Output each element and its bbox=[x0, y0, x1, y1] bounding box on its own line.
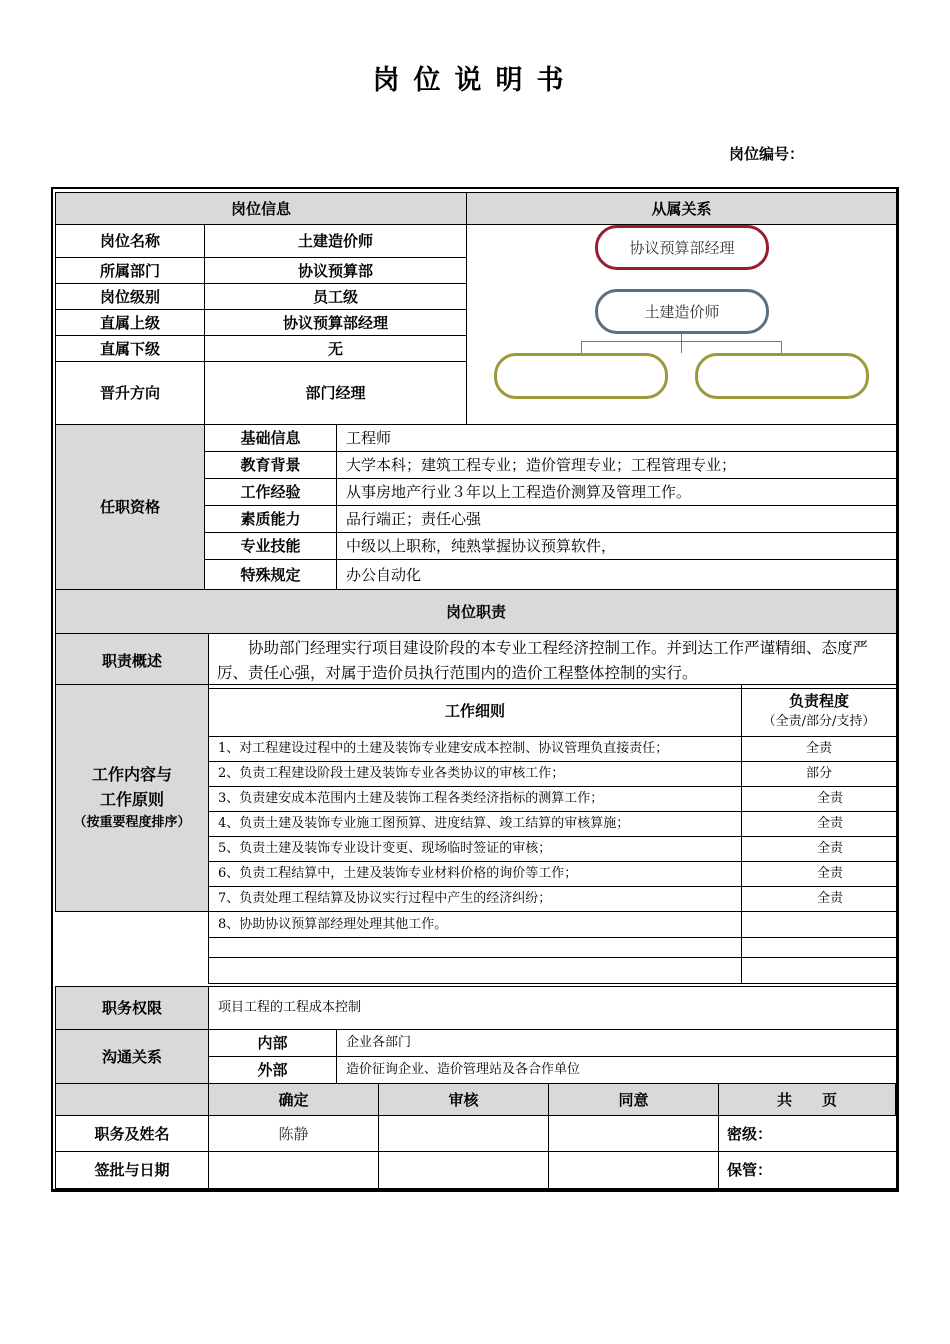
qualification-table bbox=[55, 424, 897, 590]
info-label-level: 岗位级别 bbox=[56, 284, 205, 310]
info-value-subordinate: 无 bbox=[205, 336, 467, 362]
work-degree-8 bbox=[742, 912, 897, 938]
org-chart-cell bbox=[467, 225, 897, 425]
org-node-subordinate-left bbox=[494, 353, 668, 399]
qual-value-experience: 从事房地产行业３年以上工程造价测算及管理工作。 bbox=[337, 479, 897, 506]
work-degree-7: 全责 bbox=[742, 887, 897, 912]
signoff-review-name bbox=[379, 1116, 549, 1152]
org-node-subordinate-right bbox=[695, 353, 869, 399]
duty-summary-label: 职责概述 bbox=[56, 634, 209, 689]
document-title: 岗位说明书 bbox=[372, 65, 578, 96]
work-degree-3: 全责 bbox=[742, 787, 897, 812]
signoff-confirm-header: 确定 bbox=[209, 1084, 379, 1116]
post-number-label: 岗位编号： bbox=[729, 145, 805, 163]
qual-label-special: 特殊规定 bbox=[205, 560, 337, 590]
duty-table bbox=[55, 589, 897, 689]
authority-communication-table bbox=[55, 986, 897, 1084]
authority-value: 项目工程的工程成本控制 bbox=[209, 987, 897, 1030]
qual-label-experience: 工作经验 bbox=[205, 479, 337, 506]
work-degree-9 bbox=[742, 938, 897, 958]
position-info-table bbox=[55, 192, 897, 425]
signoff-pages-label: 共 页 bbox=[719, 1084, 897, 1116]
signoff-review-header: 审核 bbox=[379, 1084, 549, 1116]
info-label-superior: 直属上级 bbox=[56, 310, 205, 336]
work-detail-header: 工作细则 bbox=[209, 685, 742, 737]
work-degree-header: 负责程度 bbox=[788, 691, 849, 710]
communication-external-label: 外部 bbox=[209, 1057, 337, 1084]
info-value-superior: 协议预算部经理 bbox=[205, 310, 467, 336]
work-degree-5: 全责 bbox=[742, 837, 897, 862]
info-label-name: 岗位名称 bbox=[56, 225, 205, 258]
qual-label-quality: 素质能力 bbox=[205, 506, 337, 533]
signoff-secret-label: 密级： bbox=[719, 1116, 897, 1152]
qual-label-basic: 基础信息 bbox=[205, 425, 337, 452]
work-degree-4: 全责 bbox=[742, 812, 897, 837]
org-node-position: 土建造价师 bbox=[595, 289, 769, 334]
work-item-8: 8、协助协议预算部经理处理其他工作。 bbox=[209, 912, 742, 938]
info-label-dept: 所属部门 bbox=[56, 258, 205, 284]
work-item-4: 4、负责土建及装饰专业施工图预算、进度结算、竣工结算的审核算施； bbox=[209, 812, 742, 837]
relation-header: 从属关系 bbox=[467, 193, 897, 225]
work-item-7: 7、负责处理工程结算及协议实行过程中产生的经济纠纷； bbox=[209, 887, 742, 912]
signoff-agree-header: 同意 bbox=[549, 1084, 719, 1116]
org-node-supervisor: 协议预算部经理 bbox=[595, 225, 769, 270]
qual-value-quality: 品行端正；责任心强 bbox=[337, 506, 897, 533]
communication-internal-label: 内部 bbox=[209, 1030, 337, 1057]
work-degree-header-cell bbox=[742, 685, 897, 737]
org-connector-right bbox=[781, 341, 782, 353]
work-item-1: 1、对工程建设过程中的土建及装饰专业建安成本控制、协议管理负直接责任； bbox=[209, 737, 742, 762]
qualification-label: 任职资格 bbox=[56, 425, 205, 590]
org-chart bbox=[467, 225, 896, 423]
qual-value-basic: 工程师 bbox=[337, 425, 897, 452]
info-label-promotion: 晋升方向 bbox=[56, 362, 205, 425]
work-degree-6: 全责 bbox=[742, 862, 897, 887]
work-content-label-line2: 工作原则 bbox=[99, 790, 164, 809]
org-connector-vertical bbox=[681, 334, 682, 353]
signoff-approve-label: 签批与日期 bbox=[56, 1152, 209, 1189]
signoff-name-value: 陈静 bbox=[209, 1116, 379, 1152]
communication-internal-value: 企业各部门 bbox=[337, 1030, 897, 1057]
signoff-agree-name bbox=[549, 1116, 719, 1152]
qual-label-skill: 专业技能 bbox=[205, 533, 337, 560]
info-value-level: 员工级 bbox=[205, 284, 467, 310]
work-item-6: 6、负责工程结算中，土建及装饰专业材料价格的询价等工作； bbox=[209, 862, 742, 887]
signoff-name-label: 职务及姓名 bbox=[56, 1116, 209, 1152]
work-item-5: 5、负责土建及装饰专业设计变更、现场临时签证的审核； bbox=[209, 837, 742, 862]
info-value-promotion: 部门经理 bbox=[205, 362, 467, 425]
work-degree-2: 部分 bbox=[742, 762, 897, 787]
signoff-corner bbox=[56, 1084, 209, 1116]
work-content-table bbox=[55, 684, 897, 984]
communication-external-value: 造价征询企业、造价管理站及各合作单位 bbox=[337, 1057, 897, 1084]
work-item-10 bbox=[209, 958, 742, 984]
duty-summary-text: 协助部门经理实行项目建设阶段的本专业工程经济控制工作。并到达工作严谨精细、态度严厉、责任心强，对属于造价员执行范围内的造价工程整体控制的实行。 bbox=[209, 634, 897, 689]
work-degree-sub: （全责/部分/支持） bbox=[762, 713, 876, 729]
org-connector-horizontal bbox=[581, 341, 782, 342]
authority-label: 职务权限 bbox=[56, 987, 209, 1030]
signoff-keep-label: 保管： bbox=[719, 1152, 897, 1189]
communication-label: 沟通关系 bbox=[56, 1030, 209, 1084]
work-item-3: 3、负责建安成本范围内土建及装饰工程各类经济指标的测算工作； bbox=[209, 787, 742, 812]
work-blank-label-cell bbox=[56, 912, 209, 984]
work-content-label-line1: 工作内容与 bbox=[91, 765, 172, 784]
qual-label-education: 教育背景 bbox=[205, 452, 337, 479]
signoff-table bbox=[55, 1083, 898, 1189]
work-item-2: 2、负责工程建设阶段土建及装饰专业各类协议的审核工作； bbox=[209, 762, 742, 787]
info-label-subordinate: 直属下级 bbox=[56, 336, 205, 362]
qual-value-education: 大学本科；建筑工程专业；造价管理专业；工程管理专业； bbox=[337, 452, 897, 479]
duty-header: 岗位职责 bbox=[56, 590, 897, 634]
position-info-header: 岗位信息 bbox=[56, 193, 467, 225]
signoff-review-date bbox=[379, 1152, 549, 1189]
work-content-label-cell bbox=[56, 685, 209, 912]
work-content-label-sub: （按重要程度排序） bbox=[73, 815, 191, 830]
work-item-9 bbox=[209, 938, 742, 958]
org-connector-left bbox=[581, 341, 582, 353]
qual-value-skill: 中级以上职称，纯熟掌握协议预算软件， bbox=[337, 533, 897, 560]
info-value-name: 土建造价师 bbox=[205, 225, 467, 258]
info-value-dept: 协议预算部 bbox=[205, 258, 467, 284]
work-degree-10 bbox=[742, 958, 897, 984]
qual-value-special: 办公自动化 bbox=[337, 560, 897, 590]
work-degree-1: 全责 bbox=[742, 737, 897, 762]
signoff-confirm-date bbox=[209, 1152, 379, 1189]
signoff-agree-date bbox=[549, 1152, 719, 1189]
